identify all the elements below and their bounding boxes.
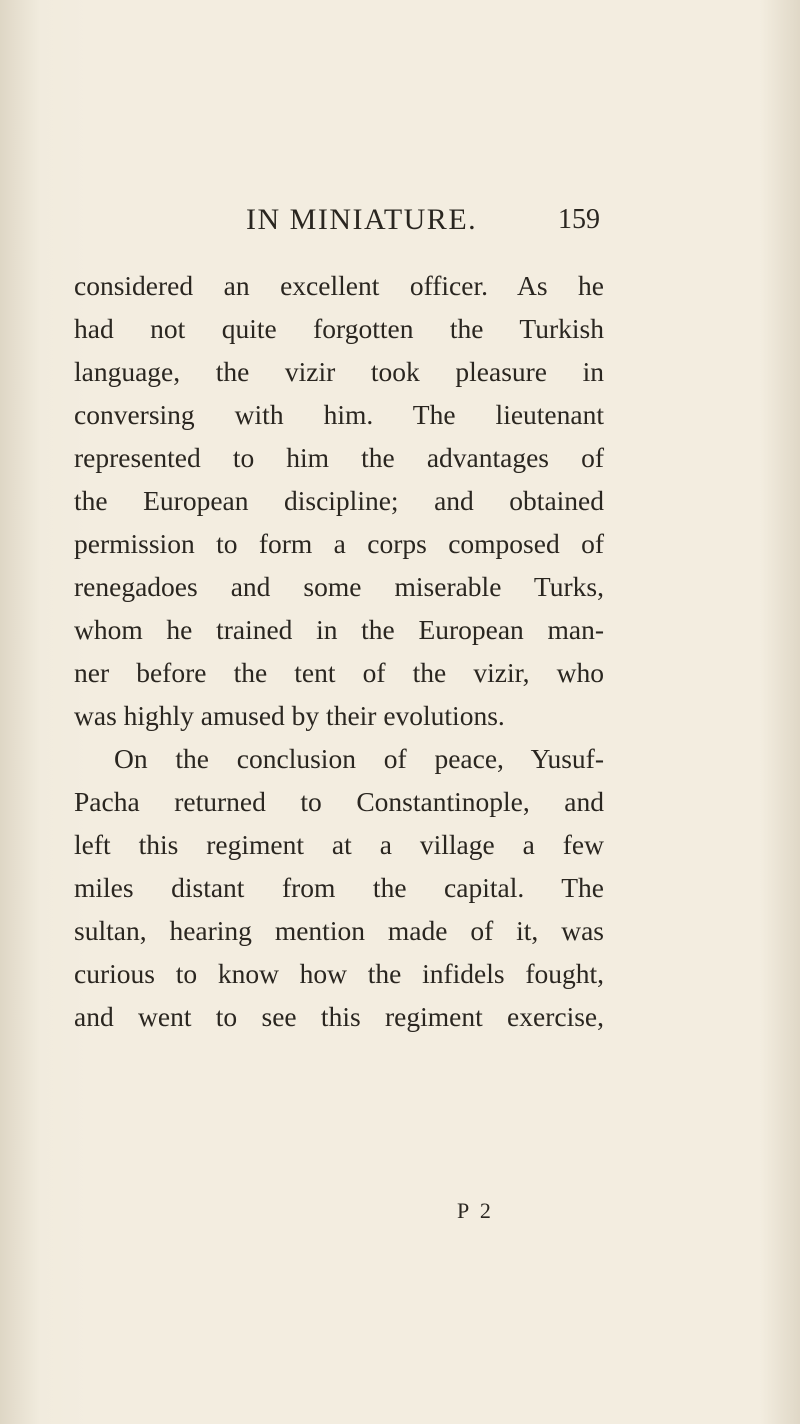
- text-line: language, the vizir took pleasure in: [74, 356, 604, 387]
- text-line: permission to form a corps composed of: [74, 528, 604, 559]
- body-text: [74, 264, 604, 1038]
- text-line: considered an excellent officer. As he: [74, 270, 604, 301]
- running-head: [200, 200, 600, 240]
- text-line: and went to see this regiment exercise,: [74, 1001, 604, 1032]
- text-line: conversing with him. The lieutenant: [74, 399, 604, 430]
- text-line: miles distant from the capital. The: [74, 872, 604, 903]
- signature-mark: P 2: [457, 1198, 494, 1223]
- text-line: ner before the tent of the vizir, who: [74, 657, 604, 688]
- running-head-title: IN MINIATURE.: [246, 203, 478, 236]
- text-line: whom he trained in the European man-: [74, 614, 604, 645]
- text-line: had not quite forgotten the Turkish: [74, 313, 604, 344]
- text-line: left this regiment at a village a few: [74, 829, 604, 860]
- text-line: represented to him the advantages of: [74, 442, 604, 473]
- text-line: Pacha returned to Constantinople, and: [74, 786, 604, 817]
- text-line: curious to know how the infidels fought,: [74, 958, 604, 989]
- text-line: was highly amused by their evolutions.: [74, 700, 505, 731]
- page-number: 159: [558, 204, 600, 235]
- text-line: the European discipline; and obtained: [74, 485, 604, 516]
- text-line: renegadoes and some miserable Turks,: [74, 571, 604, 602]
- text-line: On the conclusion of peace, Yusuf-: [114, 743, 604, 774]
- text-line: sultan, hearing mention made of it, was: [74, 915, 604, 946]
